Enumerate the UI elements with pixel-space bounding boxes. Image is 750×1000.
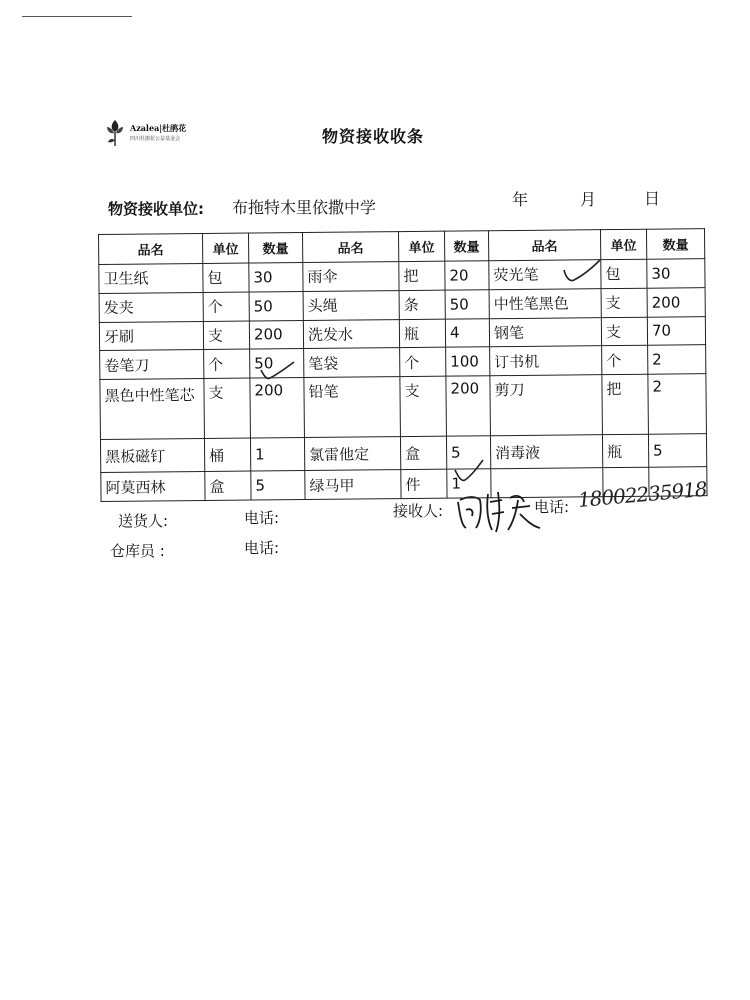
logo-subtitle: 四川杜鹃花公益基金会 [130, 136, 181, 142]
item-name: 剪刀 [490, 375, 603, 436]
item-unit: 个 [203, 292, 249, 321]
col-header-unit: 单位 [398, 231, 444, 261]
item-unit: 包 [203, 263, 249, 292]
col-header-item-name: 品名 [302, 232, 398, 263]
date-day-label: 日 [644, 189, 661, 208]
receiving-unit-label: 物资接收单位: [108, 200, 204, 218]
receiver-label: 接收人: [393, 502, 444, 520]
item-name: 订书机 [490, 346, 602, 376]
document-title: 物资接收收条 [322, 127, 425, 146]
item-unit: 把 [399, 261, 445, 290]
logo-name: Azalea|杜鹃花 [130, 123, 187, 133]
item-unit: 盒 [205, 471, 251, 500]
receiving-unit-value: 布拖特木里依撒中学 [232, 198, 377, 217]
item-quantity: 30 [249, 262, 303, 291]
item-name: 雨伞 [303, 262, 399, 292]
item-name: 阿莫西林 [101, 472, 205, 502]
deliverer-phone-label: 电话: [244, 509, 280, 527]
item-unit: 个 [400, 347, 446, 376]
item-quantity: 4 [445, 318, 489, 347]
top-edge-line [22, 16, 132, 17]
item-name: 消毒液 [490, 435, 602, 469]
item-unit: 包 [601, 259, 647, 288]
item-unit: 支 [601, 317, 647, 346]
item-quantity: 20 [445, 261, 489, 290]
item-quantity: 200 [647, 287, 705, 316]
item-name: 黑板磁钉 [100, 438, 204, 472]
supplies-table [98, 228, 708, 502]
item-quantity: 70 [647, 316, 705, 345]
item-unit: 件 [401, 469, 447, 498]
item-unit: 支 [601, 288, 647, 317]
deliverer-label: 送货人: [118, 512, 169, 530]
item-quantity: 5 [648, 434, 706, 468]
item-name: 铅笔 [304, 377, 401, 438]
date-month-label: 月 [580, 190, 597, 209]
azalea-logo [104, 118, 214, 150]
item-name: 卷笔刀 [100, 350, 204, 380]
item-unit: 瓶 [602, 434, 648, 468]
item-quantity: 5 [446, 436, 490, 470]
table-row [100, 374, 707, 440]
checkmark-icon [560, 256, 604, 286]
item-quantity: 1 [250, 437, 304, 471]
item-name: 绿马甲 [305, 470, 401, 500]
item-unit: 支 [203, 321, 249, 350]
item-unit: 桶 [204, 438, 250, 472]
item-unit: 条 [399, 290, 445, 319]
item-quantity: 200 [249, 320, 303, 349]
warehouse-clerk-label: 仓库员 : [110, 542, 165, 560]
item-quantity: 50 [250, 349, 304, 378]
receiver-phone-value: 18002235918 [576, 476, 708, 512]
item-quantity: 50 [445, 289, 489, 318]
item-unit: 个 [204, 349, 250, 378]
item-name: 中性笔黑色 [489, 288, 601, 318]
item-name: 黑色中性笔芯 [100, 379, 205, 440]
azalea-flower-icon [104, 118, 126, 148]
item-name: 氯雷他定 [304, 437, 400, 471]
supplies-table-wrapper [98, 228, 707, 502]
item-quantity: 50 [249, 291, 303, 320]
col-header-item-name: 品名 [99, 233, 203, 264]
item-quantity: 100 [446, 347, 490, 376]
item-unit: 瓶 [399, 319, 445, 348]
item-unit: 支 [204, 378, 251, 438]
col-header-quantity: 数量 [444, 231, 488, 261]
checkmark-icon [258, 360, 298, 386]
item-quantity: 2 [648, 345, 706, 374]
item-name: 钢笔 [489, 317, 601, 347]
warehouse-phone-label: 电话: [244, 539, 280, 557]
item-quantity: 1 [447, 469, 491, 498]
col-header-unit: 单位 [600, 229, 646, 259]
item-quantity: 30 [647, 259, 705, 288]
item-quantity: 5 [251, 471, 305, 500]
item-unit: 支 [400, 376, 447, 436]
col-header-quantity: 数量 [248, 233, 302, 263]
item-unit: 把 [602, 374, 649, 434]
item-name: 洗发水 [303, 319, 399, 349]
item-unit: 盒 [400, 436, 446, 470]
col-header-quantity: 数量 [646, 229, 704, 259]
col-header-item-name: 品名 [488, 230, 600, 261]
receiver-phone-label: 电话: [534, 498, 570, 516]
item-name: 发夹 [99, 292, 203, 322]
item-name: 笔袋 [304, 348, 400, 378]
date-year-label: 年 [512, 190, 529, 209]
item-name: 卫生纸 [99, 263, 203, 293]
item-quantity: 2 [648, 374, 707, 434]
item-unit: 个 [602, 346, 648, 375]
item-quantity: 200 [250, 378, 305, 438]
item-name: 荧光笔 [489, 260, 601, 290]
item-name: 头绳 [303, 290, 399, 320]
item-quantity: 200 [446, 376, 491, 436]
item-name: 牙刷 [99, 321, 203, 351]
col-header-unit: 单位 [202, 233, 248, 263]
